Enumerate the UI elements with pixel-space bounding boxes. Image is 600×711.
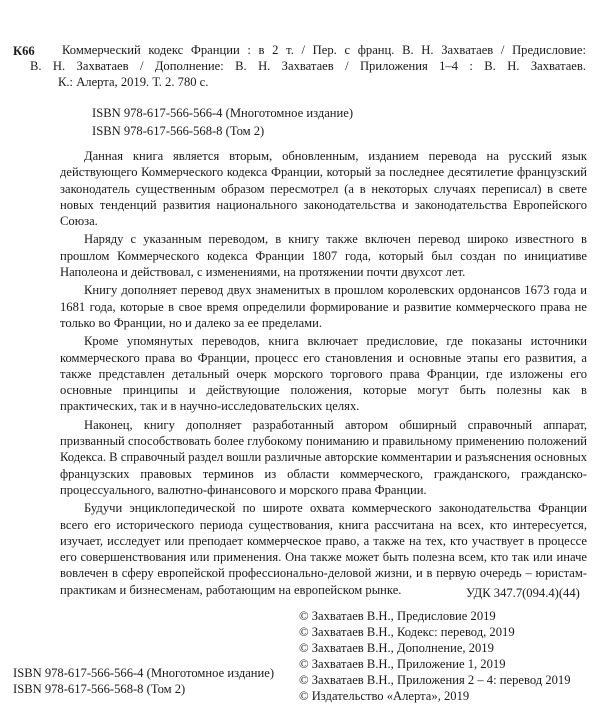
isbn-line: ISBN 978-617-566-568-8 (Том 2) (13, 682, 186, 696)
isbn-block-top (92, 104, 353, 140)
paragraph: Наконец, книгу дополняет разработанный автором обширный справочный аппарат, призванный способствовать более глубокому пониманию и правильному применению положений Кодекса. В справочный раздел вошли различные авторские комментарии и разъяснения основных французских правовых терминов из области коммерческого, гражданского, гражданско-процессуального, валютно-финансового и морского права Франции. (60, 417, 587, 497)
biblio-line-3: К.: Алерта, 2019. Т. 2. 780 с. (58, 75, 209, 89)
copyright-line: © Захватаев В.Н., Приложение 1, 2019 (299, 657, 506, 671)
copyright-line: © Захватаев В.Н., Кодекс: перевод, 2019 (299, 625, 515, 639)
biblio-line-1: Коммерческий кодекс Франции : в 2 т. / Пер. с франц. В. Н. Захватаев / Предисловие: (62, 43, 586, 57)
paragraph: Кроме упомянутых переводов, книга включает предисловие, где показаны источники коммерческого права во Франции, процесс его становления и основные этапы его развития, а также представлен детальный очерк морского торгового права Франции, где изложены его основные принципы и действующие положения, которые могут быть полезны как в практических, так и в научно-исследовательских целях. (60, 334, 587, 414)
isbn-line: ISBN 978-617-566-566-4 (Многотомное издание) (92, 106, 354, 120)
copyright-line: © Захватаев В.Н., Приложения 2 – 4: перевод 2019 (299, 673, 571, 687)
isbn-line: ISBN 978-617-566-566-4 (Многотомное издание) (13, 666, 275, 680)
biblio-line-2: В. Н. Захватаев / Дополнение: В. Н. Захватаев / Приложения 1–4 : В. Н. Захватаев. (30, 59, 586, 73)
isbn-block-bottom (13, 665, 274, 697)
paragraph: Книгу дополняет перевод двух знаменитых в прошлом королевских ордонансов 1673 года и 1681 года, которые в свое время определили формирование и развитие коммерческого права не только во Франции, но и далеко за ее пределами. (60, 283, 587, 330)
copyright-block (299, 608, 571, 704)
copyright-line: © Издательство «Алерта», 2019 (299, 689, 470, 703)
paragraph: Данная книга является вторым, обновленным, изданием перевода на русский язык действующего Коммерческого кодекса Франции, который за последнее десятилетие французский законодатель существенным образом пересмотрел (а в некоторых случаях переписал) в свете новых тенденций развития национального законодательства и законодательства Европейского Союза. (60, 149, 587, 229)
library-code: К66 (13, 44, 35, 58)
bibliographic-record (30, 42, 586, 90)
annotation-text (60, 148, 587, 600)
isbn-line: ISBN 978-617-566-568-8 (Том 2) (92, 124, 265, 138)
udk-code: УДК 347.7(094.4)(44) (466, 586, 580, 600)
copyright-line: © Захватаев В.Н., Дополнение, 2019 (299, 641, 494, 655)
paragraph: Наряду с указанным переводом, в книгу также включен перевод широко известного в прошлом Коммерческого кодекса Франции 1807 года, который был создан по инициативе Наполеона и действовал, с изменениями, на протяжении почти двухсот лет. (60, 232, 587, 280)
copyright-line: © Захватаев В.Н., Предисловие 2019 (299, 609, 496, 623)
paragraph: Будучи энциклопедической по широте охвата коммерческого законодательства Франции всего его исторического периода существования, книга рассчитана на всех, кто интересуется, изучает, исследует или преподает коммерческое право, а также на тех, кто участвует в процессе его совершенствования или применения. Она также может быть полезна всем, кто так или иначе вовлечен в сферу европейской профессионально-деловой жизни, и в первую очередь – юристам-практикам и бизнесменам, работающим на европейском рынке. (60, 501, 587, 597)
